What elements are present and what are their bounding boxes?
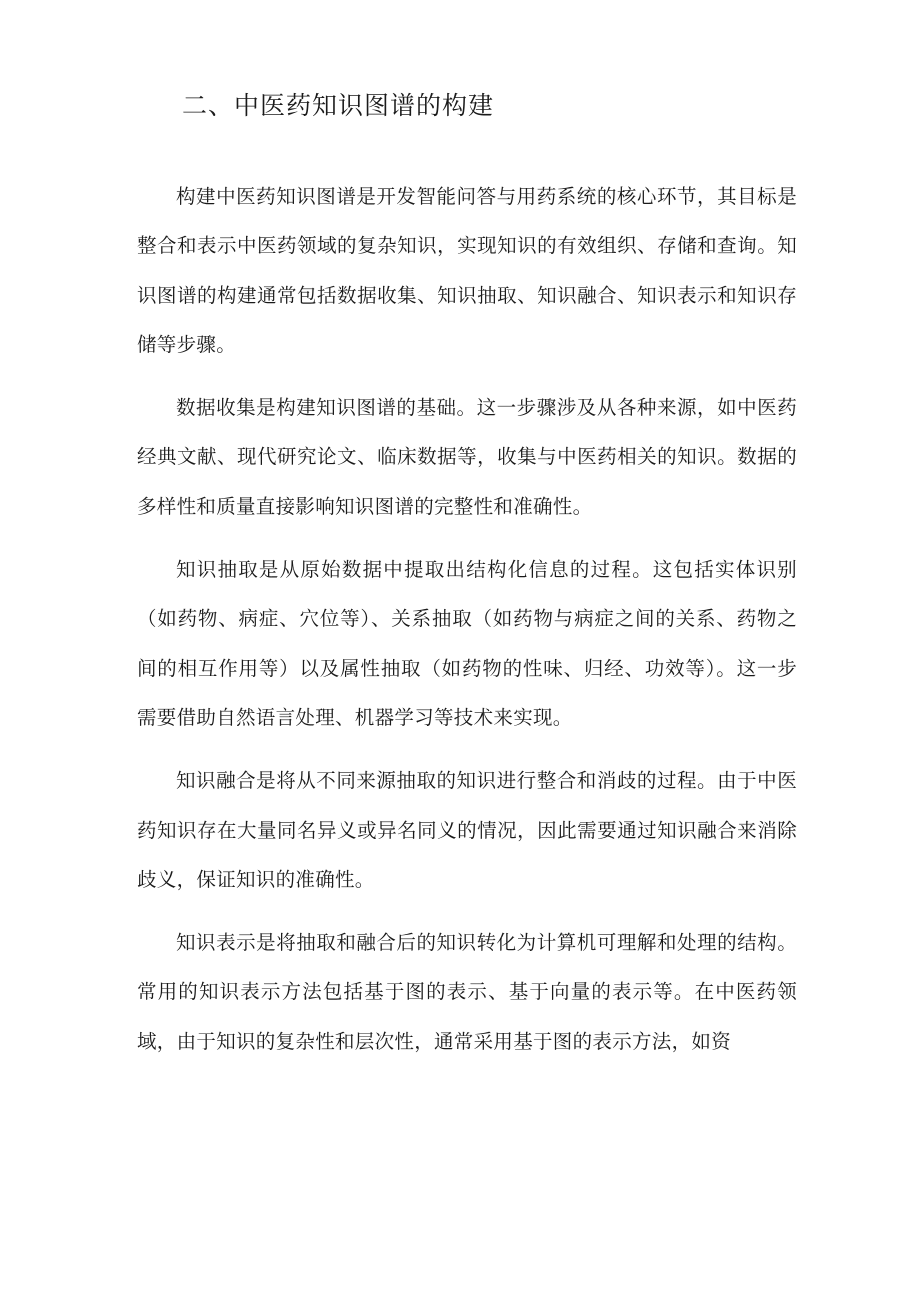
paragraph-knowledge-extraction: 知识抽取是从原始数据中提取出结构化信息的过程。这包括实体识别（如药物、病症、穴位等）、关系抽取（如药物与病症之间的关系、药物之间的相互作用等）以及属性抽取（如药物的性味、归经、功效等）。这一步需要借助自然语言处理、机器学习等技术来实现。: [137, 558, 797, 729]
paragraph-knowledge-representation: 知识表示是将抽取和融合后的知识转化为计算机可理解和处理的结构。常用的知识表示方法包括基于图的表示、基于向量的表示等。在中医药领域，由于知识的复杂性和层次性，通常采用基于图的表示方法，如资: [137, 931, 797, 1053]
section-heading: 二、中医药知识图谱的构建: [182, 91, 495, 120]
document-body: [137, 172, 797, 1080]
paragraph-data-collection: 数据收集是构建知识图谱的基础。这一步骤涉及从各种来源，如中医药经典文献、现代研究论文、临床数据等，收集与中医药相关的知识。数据的多样性和质量直接影响知识图谱的完整性和准确性。: [137, 396, 797, 518]
paragraph-knowledge-fusion: 知识融合是将从不同来源抽取的知识进行整合和消歧的过程。由于中医药知识存在大量同名异义或异名同义的情况，因此需要通过知识融合来消除歧义，保证知识的准确性。: [137, 769, 797, 891]
paragraph-overview: 构建中医药知识图谱是开发智能问答与用药系统的核心环节，其目标是整合和表示中医药领域的复杂知识，实现知识的有效组织、存储和查询。知识图谱的构建通常包括数据收集、知识抽取、知识融合、知识表示和知识存储等步骤。: [137, 185, 797, 356]
